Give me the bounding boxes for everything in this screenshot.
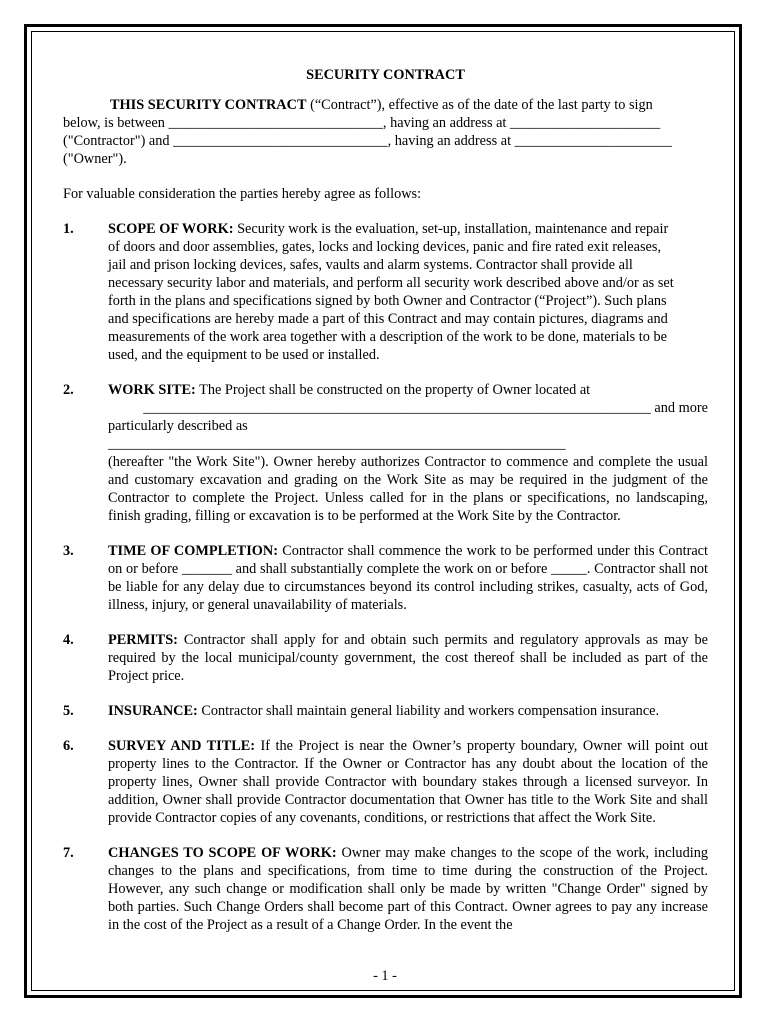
section-line: forth in the plans and specifications signed by both Owner and Contractor (“Project”). Such plans [108,293,667,309]
section-heading: PERMITS: [108,632,178,648]
section-number: 1. [63,221,74,237]
work-site-description-line: particularly described as ________________________________________________________________ [108,418,566,452]
intro-line3: ("Contractor") and ______________________________, having an address at ______________________ [63,133,672,149]
work-site-address-line: _______________________________________________________________________ and more [143,400,708,416]
section-number: 3. [63,543,74,559]
section-body: Owner may make changes to the scope of the work, including changes to the plans and specifications, from time to time during the construction of the Project. However, any such change or modification shall only be made by written "Change Order" signed by both parties. Such Change Orders shall become part of this Contract. Owner agrees to pay any increase in the cost of the Project as a result of a Change Order. In the event the [108,845,708,933]
consideration-text: For valuable consideration the parties hereby agree as follows: [63,186,422,202]
section-survey-and-title [63,737,708,827]
section-line: The Project shall be constructed on the property of Owner located at [195,382,591,398]
section-number: 2. [63,382,74,398]
section-heading: SURVEY AND TITLE: [108,738,256,754]
section-number: 4. [63,632,74,648]
section-heading: TIME OF COMPLETION: [108,543,278,559]
section-time-of-completion [63,542,708,614]
intro-paragraph [63,96,708,168]
page-number: - 1 - [373,968,397,984]
section-body: Contractor shall commence the work to be performed under this Contract on or before _______ and shall substantially complete the work on or before _____. Contractor shall not be liable for any delay due to circumstances beyond its control including strikes, casualty, acts of God, illness, injury, or general unavailability of materials. [108,543,708,613]
section-line: and specifications are hereby made a part of this Contract and may contain pictures, diagrams and [108,311,668,327]
section-heading: INSURANCE: [108,703,198,719]
section-line: used, and the equipment to be used or installed. [108,347,380,363]
section-work-site [63,381,708,525]
section-number: 6. [63,738,74,754]
section-insurance [63,702,708,720]
section-heading: SCOPE OF WORK: [108,221,234,237]
section-line: Security work is the evaluation, set-up, installation, maintenance and repair [233,221,669,237]
document-title: SECURITY CONTRACT [306,67,465,83]
section-number: 5. [63,703,74,719]
section-line: necessary security labor and materials, and perform all security work described above and/or as set [108,275,674,291]
intro-line1: (“Contract”), effective as of the date of the last party to sign [306,97,653,113]
section-body: If the Project is near the Owner’s property boundary, Owner will point out property lines to the Contractor. If the Owner or Contractor has any doubt about the location of the property lines, Owner shall provide Contractor with boundary stakes through a licensed surveyor. In addition, Owner shall provide Contractor documentation that Owner has title to the Work Site and shall provide Contractor copies of any covenants, conditions, or restrictions that affect the Work Site. [108,738,709,826]
intro-line4: ("Owner"). [63,151,127,167]
section-body: Contractor shall apply for and obtain such permits and regulatory approvals as may be required by the local municipal/county government, the cost thereof shall be included as part of the Project price. [108,632,708,684]
intro-line2: below, is between ______________________________, having an address at _____________________ [63,115,661,131]
intro-bold-lead: THIS SECURITY CONTRACT [110,97,307,113]
section-changes-to-scope [63,844,708,934]
section-permits [63,631,708,685]
section-body: (hereafter "the Work Site"). Owner hereby authorizes Contractor to commence and complete the usual and customary excavation and grading on the Work Site as may be required in the judgment of the Contractor to complete the Project. Unless called for in the plans or specifications, no landscaping, finish grading, filling or excavation is to be performed at the Work Site by the Contractor. [108,454,708,524]
section-line: measurements of the work area together with a description of the work to be done, materials to be [108,329,667,345]
section-number: 7. [63,845,74,861]
section-heading: WORK SITE: [108,382,196,398]
document-page [63,66,708,951]
section-line: of doors and door assemblies, gates, locks and locking devices, panic and fire rated exit releases, [108,239,662,255]
section-scope-of-work [63,220,708,364]
section-line: jail and prison locking devices, safes, vaults and alarm systems. Contractor shall provide all [108,257,633,273]
section-heading: CHANGES TO SCOPE OF WORK: [108,845,337,861]
section-body: Contractor shall maintain general liability and workers compensation insurance. [197,703,660,719]
